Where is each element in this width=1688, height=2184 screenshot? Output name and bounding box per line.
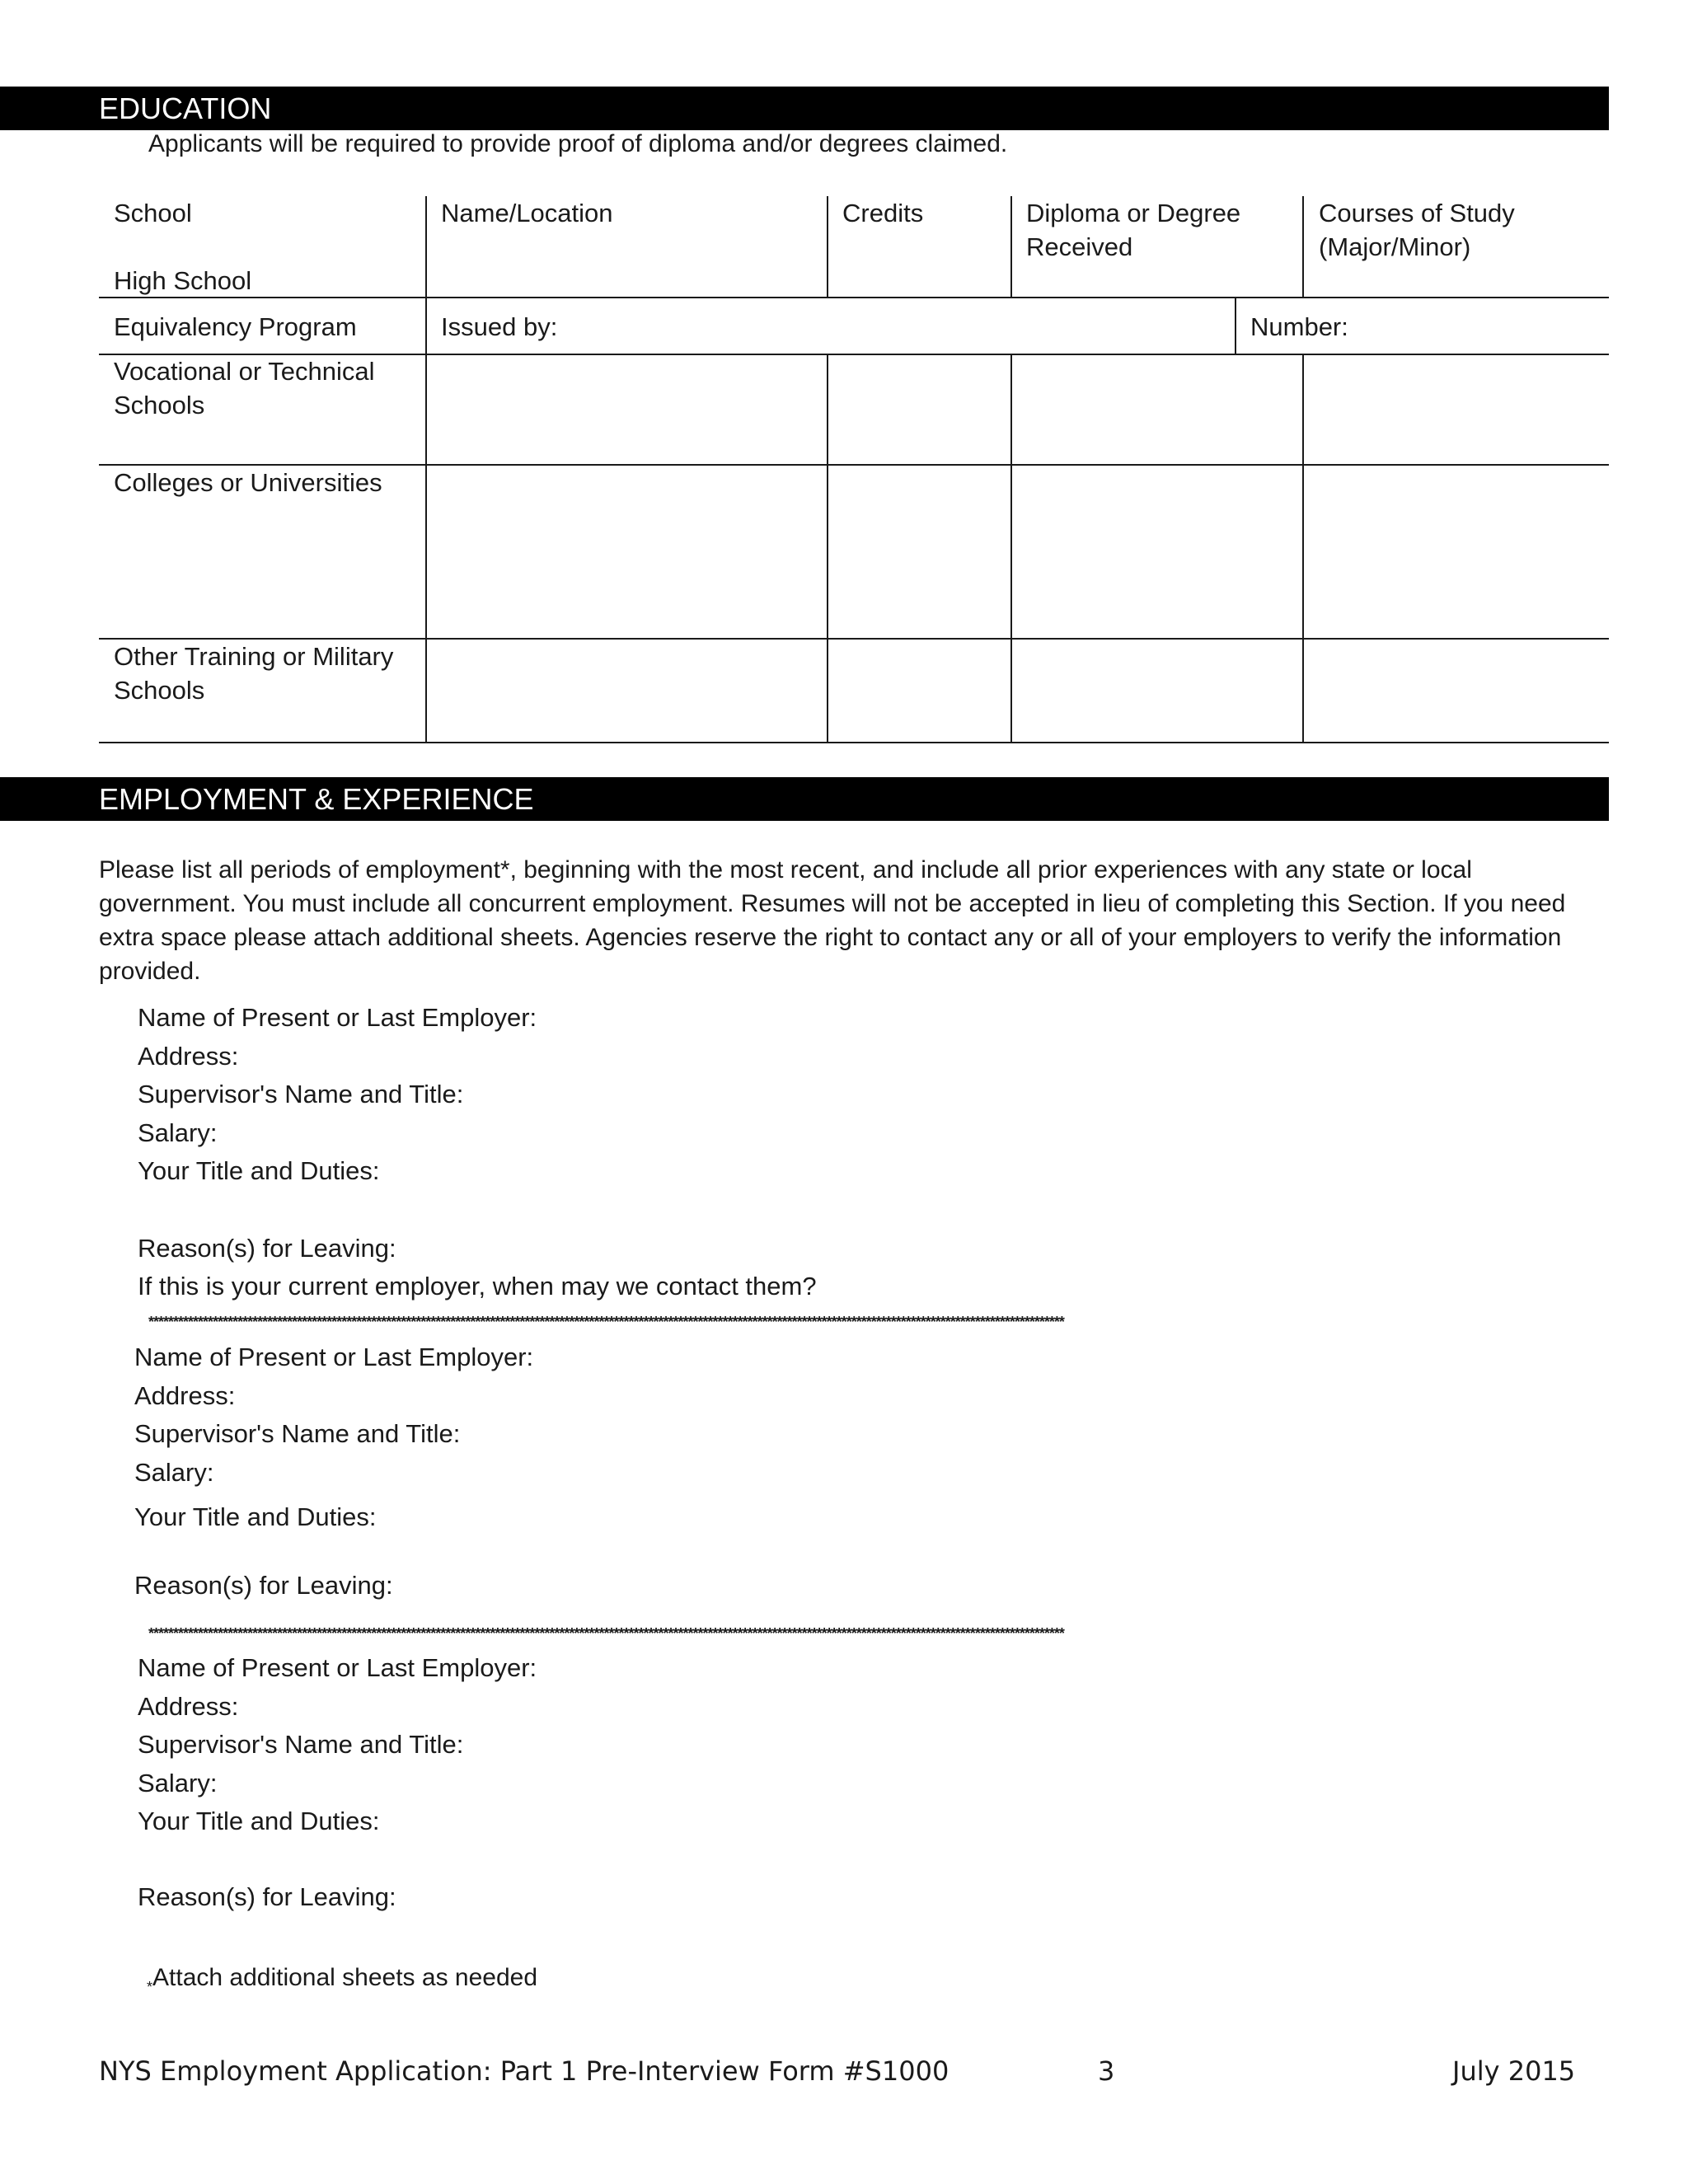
table-column-rule	[1302, 354, 1304, 742]
footnote-mark: *	[147, 1979, 153, 1995]
salary-label: Salary:	[138, 1118, 218, 1147]
employer-label: Name of Present or Last Employer:	[134, 1343, 534, 1371]
footnote-text: Attach additional sheets as needed	[152, 1964, 538, 1991]
employment-section-header	[0, 777, 1609, 821]
header-courses: Courses of Study (Major/Minor)	[1319, 199, 1515, 261]
leaving-label: Reason(s) for Leaving:	[138, 1882, 396, 1911]
issued-by-label: Issued by:	[441, 312, 558, 341]
row-colleges: Colleges or Universities	[114, 468, 382, 497]
supervisor-label: Supervisor's Name and Title:	[138, 1080, 464, 1108]
table-column-rule	[827, 196, 828, 297]
table-column-rule	[1010, 196, 1012, 297]
supervisor-label: Supervisor's Name and Title:	[138, 1730, 464, 1759]
education-note: Applicants will be required to provide proof of diploma and/or degrees claimed.	[148, 130, 1008, 157]
row-equivalency: Equivalency Program	[114, 312, 357, 341]
address-label: Address:	[134, 1381, 236, 1410]
duties-label: Your Title and Duties:	[138, 1807, 380, 1835]
row-high-school: High School	[114, 266, 252, 295]
education-table	[0, 0, 1688, 750]
table-column-rule	[827, 354, 828, 742]
leaving-label: Reason(s) for Leaving:	[138, 1234, 396, 1263]
table-rule	[99, 464, 1609, 466]
employment-intro: Please list all periods of employment*, beginning with the most recent, and include all prior experiences with any state or local government. You must include all concurrent employment. Resumes will not be accepted in lieu of completing this Section. If you need extra space please attach additional sheets. Agencies reserve the right to contact any or all of your employers to verify the information provided.	[99, 856, 1566, 985]
header-school: School	[114, 199, 192, 227]
table-rule	[99, 297, 1609, 298]
employer-label: Name of Present or Last Employer:	[138, 1003, 537, 1032]
table-column-rule	[1235, 297, 1236, 354]
table-column-rule	[425, 196, 427, 742]
contact-label: If this is your current employer, when may we contact them?	[138, 1272, 817, 1301]
duties-label: Your Title and Duties:	[138, 1156, 380, 1185]
supervisor-label: Supervisor's Name and Title:	[134, 1419, 461, 1448]
separator-stars: *****************************************************************************************************************************************************************************************	[148, 1314, 1064, 1330]
employment-title: EMPLOYMENT & EXPERIENCE	[99, 782, 534, 816]
table-column-rule	[1010, 354, 1012, 742]
salary-label: Salary:	[138, 1769, 218, 1797]
footer-page-number: 3	[1098, 2055, 1115, 2087]
duties-label: Your Title and Duties:	[134, 1502, 377, 1531]
number-label: Number:	[1250, 312, 1348, 341]
header-credits: Credits	[842, 199, 924, 227]
salary-label: Salary:	[134, 1458, 214, 1487]
table-rule	[99, 742, 1609, 743]
table-rule	[99, 638, 1609, 640]
employer-label: Name of Present or Last Employer:	[138, 1653, 537, 1682]
row-other: Other Training or Military Schools	[114, 642, 394, 705]
address-label: Address:	[138, 1042, 239, 1071]
table-rule	[99, 354, 1609, 355]
header-diploma: Diploma or Degree Received	[1026, 199, 1241, 261]
leaving-label: Reason(s) for Leaving:	[134, 1571, 393, 1600]
footnote	[147, 1964, 537, 1996]
education-title: EDUCATION	[99, 91, 272, 125]
separator-stars: *****************************************************************************************************************************************************************************************	[148, 1625, 1064, 1642]
address-label: Address:	[138, 1692, 239, 1721]
row-vocational: Vocational or Technical Schools	[114, 357, 375, 419]
footer-form-title: NYS Employment Application: Part 1 Pre-Interview Form #S1000	[99, 2055, 950, 2087]
table-column-rule	[1302, 196, 1304, 297]
footer-date: July 2015	[1452, 2055, 1576, 2087]
header-name-location: Name/Location	[441, 199, 613, 227]
